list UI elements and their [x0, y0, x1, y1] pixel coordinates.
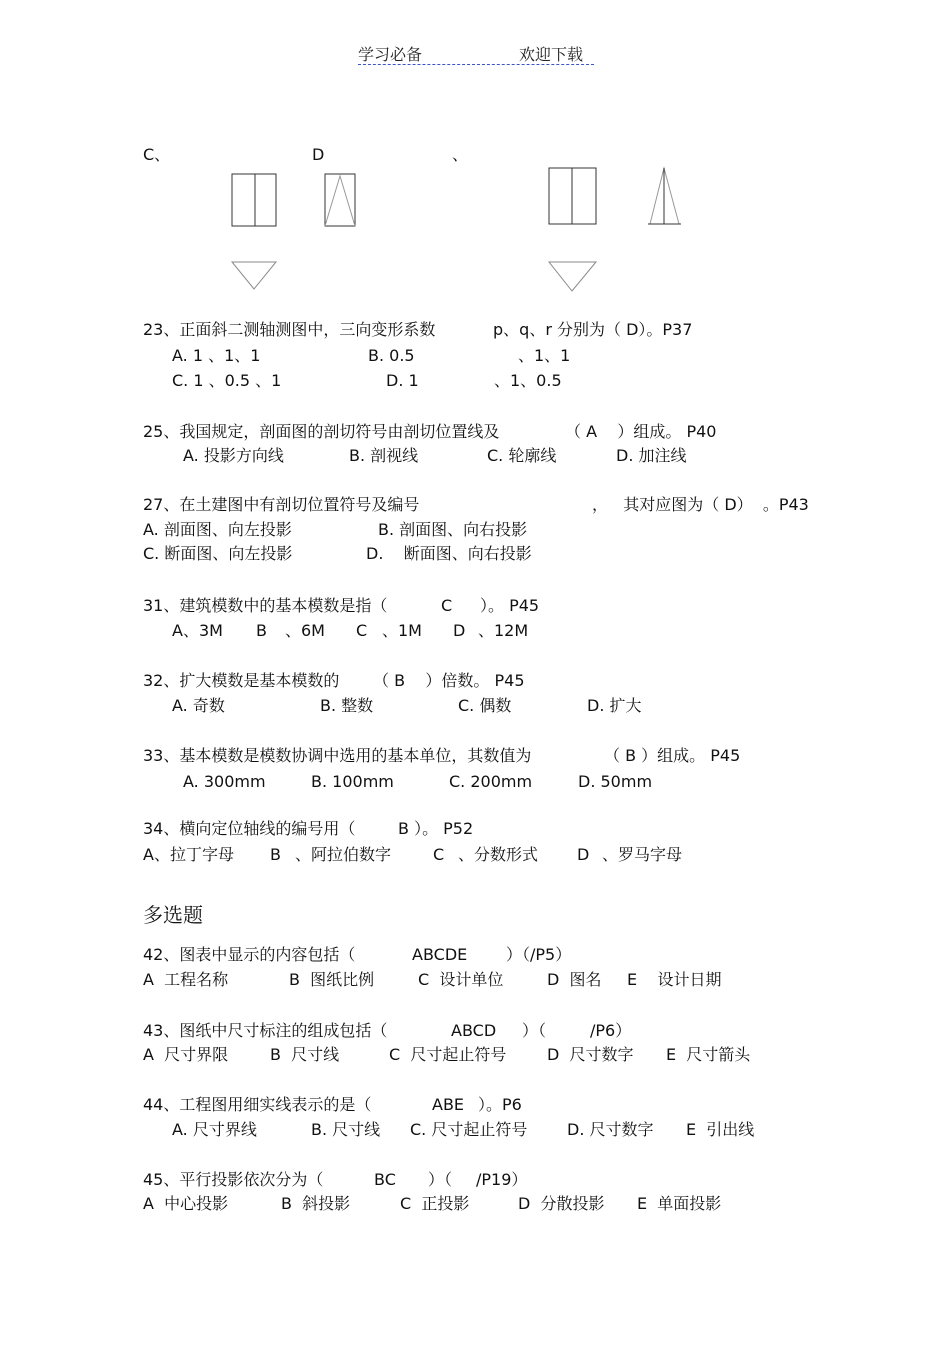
question-34-tail: B ）。 P52 — [398, 819, 474, 838]
option: B. 100mm — [311, 772, 394, 791]
option: C 设计单位 — [418, 970, 504, 989]
question-43-mid: ）（ — [522, 1021, 547, 1040]
option: E 单面投影 — [637, 1194, 722, 1213]
option: C. 尺寸起止符号 — [410, 1120, 528, 1139]
option: A 中心投影 — [143, 1194, 229, 1213]
option: E 设计日期 — [627, 970, 722, 989]
option: B. 尺寸线 — [311, 1120, 381, 1139]
option: B. 剖视线 — [349, 446, 419, 465]
option: B. 0.5 — [368, 346, 415, 365]
question-42-tail: ）（/P5） — [506, 945, 572, 964]
question-44: 44、工程图用细实线表示的是（ — [143, 1095, 372, 1114]
question-43-answer: ABCD — [451, 1021, 497, 1040]
question-45-answer: BC — [374, 1170, 396, 1189]
option: C. 1 、0.5 、1 — [172, 371, 282, 390]
option: 、1M — [382, 621, 422, 640]
option: B 图纸比例 — [289, 970, 375, 989]
question-27-tail: ， 其对应图为（ D） 。P43 — [592, 495, 809, 514]
question-33-tail: （ B ）组成。 P45 — [604, 746, 741, 765]
option: C 正投影 — [400, 1194, 470, 1213]
option: A. 尺寸界线 — [172, 1120, 257, 1139]
option: D 尺寸数字 — [547, 1045, 634, 1064]
option: D. 断面图、向右投影 — [366, 544, 532, 563]
option: D — [453, 621, 466, 640]
question-42-answer: ABCDE — [412, 945, 468, 964]
option: C. 轮廓线 — [487, 446, 557, 465]
figure-separator: 、 — [452, 145, 469, 164]
question-32-tail: （ B ）倍数。 P45 — [373, 671, 525, 690]
option: B 尺寸线 — [270, 1045, 340, 1064]
option: 、阿拉伯数字 — [295, 845, 392, 864]
option: 、12M — [478, 621, 529, 640]
option: A. 投影方向线 — [183, 446, 284, 465]
question-25-tail: （ A ）组成。 P40 — [565, 422, 717, 441]
option: D. 扩大 — [587, 696, 642, 715]
option: E 尺寸箭头 — [666, 1045, 751, 1064]
question-32: 32、扩大模数是基本模数的 — [143, 671, 340, 690]
option: C. 偶数 — [458, 696, 512, 715]
question-33: 33、基本模数是模数协调中选用的基本单位，其数值为 — [143, 746, 532, 765]
question-34: 34、横向定位轴线的编号用（ — [143, 819, 356, 838]
option: C. 断面图、向左投影 — [143, 544, 293, 563]
option: 、6M — [285, 621, 325, 640]
figure-label-c: C、 — [143, 145, 171, 164]
question-44-tail: ）。P6 — [478, 1095, 522, 1114]
option: B. 整数 — [320, 696, 374, 715]
question-31-answer: C — [441, 596, 453, 615]
question-42: 42、图表中显示的内容包括（ — [143, 945, 356, 964]
option: A、3M — [172, 621, 223, 640]
question-45-tail: /P19） — [476, 1170, 528, 1189]
option: 、1、0.5 — [494, 371, 562, 390]
option: B — [256, 621, 267, 640]
figure-c-top-view — [232, 262, 276, 289]
option: D. 加注线 — [616, 446, 687, 465]
option: C 尺寸起止符号 — [389, 1045, 507, 1064]
option: B. 剖面图、向右投影 — [378, 520, 528, 539]
option: C — [433, 845, 445, 864]
option: A、拉丁字母 — [143, 845, 234, 864]
question-25: 25、我国规定，剖面图的剖切符号由剖切位置线及 — [143, 422, 500, 441]
option: A. 奇数 — [172, 696, 225, 715]
option: D. 1 — [386, 371, 419, 390]
option: E 引出线 — [686, 1120, 755, 1139]
question-43-tail: /P6） — [590, 1021, 632, 1040]
option: A. 剖面图、向左投影 — [143, 520, 292, 539]
option: D. 尺寸数字 — [567, 1120, 654, 1139]
option: D. 50mm — [578, 772, 653, 791]
header-right: 欢迎下载 — [519, 45, 584, 64]
option: B 斜投影 — [281, 1194, 351, 1213]
option: 、1、1 — [518, 346, 571, 365]
option: A. 300mm — [183, 772, 266, 791]
option: C. 200mm — [449, 772, 533, 791]
option: D 图名 — [547, 970, 602, 989]
question-31-tail: ）。 P45 — [480, 596, 540, 615]
question-23: 23、正面斜二测轴测图中，三向变形系数 — [143, 320, 436, 339]
option: A. 1 、1、1 — [172, 346, 261, 365]
figure-d-top-view — [549, 262, 596, 291]
option: B — [270, 845, 281, 864]
question-23-tail: p、q、r 分别为（ D）。P37 — [493, 320, 693, 339]
section-title-multiple-choice: 多选题 — [143, 903, 203, 927]
question-27: 27、在土建图中有剖切位置符号及编号 — [143, 495, 420, 514]
question-43: 43、图纸中尺寸标注的组成包括（ — [143, 1021, 388, 1040]
option: A 工程名称 — [143, 970, 229, 989]
option: 、罗马字母 — [602, 845, 683, 864]
figure-label-d: D — [312, 145, 325, 164]
header-left: 学习必备 — [358, 45, 423, 64]
figure-c-front-view — [232, 174, 276, 226]
option: D 分散投影 — [518, 1194, 605, 1213]
question-31: 31、建筑模数中的基本模数是指（ — [143, 596, 388, 615]
figure-c-side-view — [325, 174, 355, 226]
question-45: 45、平行投影依次分为（ — [143, 1170, 324, 1189]
question-45-mid: ）（ — [428, 1170, 453, 1189]
option: C — [356, 621, 368, 640]
option: 、分数形式 — [458, 845, 539, 864]
option: D — [577, 845, 590, 864]
option: A 尺寸界限 — [143, 1045, 229, 1064]
question-44-answer: ABE — [432, 1095, 465, 1114]
